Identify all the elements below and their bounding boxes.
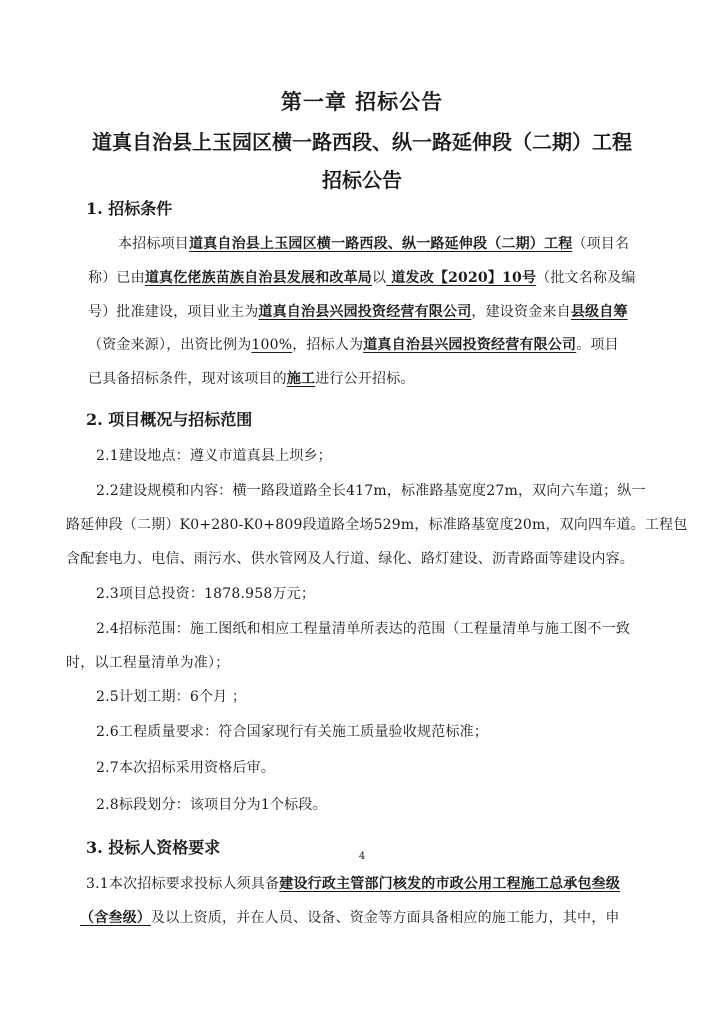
s2-item-6: 2.6工程质量要求：符合国家现行有关施工质量验收规范标准； <box>96 724 489 740</box>
s1-line-2: 称）已由道真仡佬族苗族自治县发展和改革局以 道发改【2020】10号（批文名称及编 <box>88 270 636 286</box>
s2-item-2-cont: 路延伸段（二期）K0+280-K0+809段道路全场529m，标准路基宽度20m，双向四车道。工程包 <box>66 517 688 533</box>
s3-line-1: 3.1本次招标要求投标人须具备建设行政主管部门核发的市政公用工程施工总承包叁级 <box>86 876 621 892</box>
s2-item-5: 2.5计划工期：6个月 ； <box>96 689 247 705</box>
s2-item-1: 2.1建设地点：遵义市道真县上坝乡； <box>96 448 332 464</box>
s2-item-8: 2.8标段划分：该项目分为1个标段。 <box>96 797 327 813</box>
s1-line-4: （资金来源），出资比例为100%，招标人为道真自治县兴园投资经营有限公司。项目 <box>88 337 619 353</box>
page-number: 4 <box>358 851 366 862</box>
section-2-heading: 2. 项目概况与招标范围 <box>86 410 253 429</box>
s2-item-2-cont-2: 含配套电力、电信、雨污水、供水管网及人行道、绿化、路灯建设、沥青路面等建设内容。 <box>66 551 634 567</box>
project-owner: 道真自治县兴园投资经营有限公司 <box>258 304 472 320</box>
project-title: 道真自治县上玉园区横一路西段、纵一路延伸段（二期）工程 <box>92 130 632 154</box>
s1-line-5: 已具备招标条件，现对该项目的施工进行公开招标。 <box>88 371 415 387</box>
s3-line-2: （含叁级）及以上资质，并在人员、设备、资金等方面具备相应的施工能力，其中，申 <box>80 910 620 926</box>
tender-type: 施工 <box>286 371 316 387</box>
s1-line-1: 本招标项目道真自治县上玉园区横一路西段、纵一路延伸段（二期）工程（项目名 <box>118 236 630 252</box>
approval-document: 道发改【2020】10号 <box>386 270 537 286</box>
project-name: 道真自治县上玉园区横一路西段、纵一路延伸段（二期）工程 <box>189 236 573 252</box>
qualification-grade: （含叁级） <box>80 910 151 926</box>
tenderer: 道真自治县兴园投资经营有限公司 <box>363 337 577 353</box>
chapter-title: 第一章 招标公告 <box>280 89 444 114</box>
s2-item-4: 2.4招标范围：施工图纸和相应工程量清单所表达的范围（工程量清单与施工图不一致 <box>96 621 631 637</box>
s2-item-3: 2.3项目总投资：1878.958万元； <box>96 586 316 602</box>
s1-line-3: 号）批准建设，项目业主为道真自治县兴园投资经营有限公司，建设资金来自县级自筹 <box>88 304 628 320</box>
section-3-heading: 3. 投标人资格要求 <box>86 838 221 857</box>
section-1-heading: 1. 招标条件 <box>86 199 173 218</box>
qualification-requirement: 建设行政主管部门核发的市政公用工程施工总承包叁级 <box>279 876 621 892</box>
notice-title: 招标公告 <box>322 168 402 192</box>
s2-item-4-cont: 时，以工程量清单为准）； <box>66 655 230 671</box>
approval-authority: 道真仡佬族苗族自治县发展和改革局 <box>144 270 373 286</box>
funding-source: 县级自筹 <box>570 304 628 320</box>
funding-ratio: 100% <box>251 337 293 353</box>
s2-item-2: 2.2建设规模和内容：横一路段道路全长417m，标准路基宽度27m，双向六车道；纵一 <box>96 483 646 499</box>
s2-item-7: 2.7本次招标采用资格后审。 <box>96 760 276 776</box>
